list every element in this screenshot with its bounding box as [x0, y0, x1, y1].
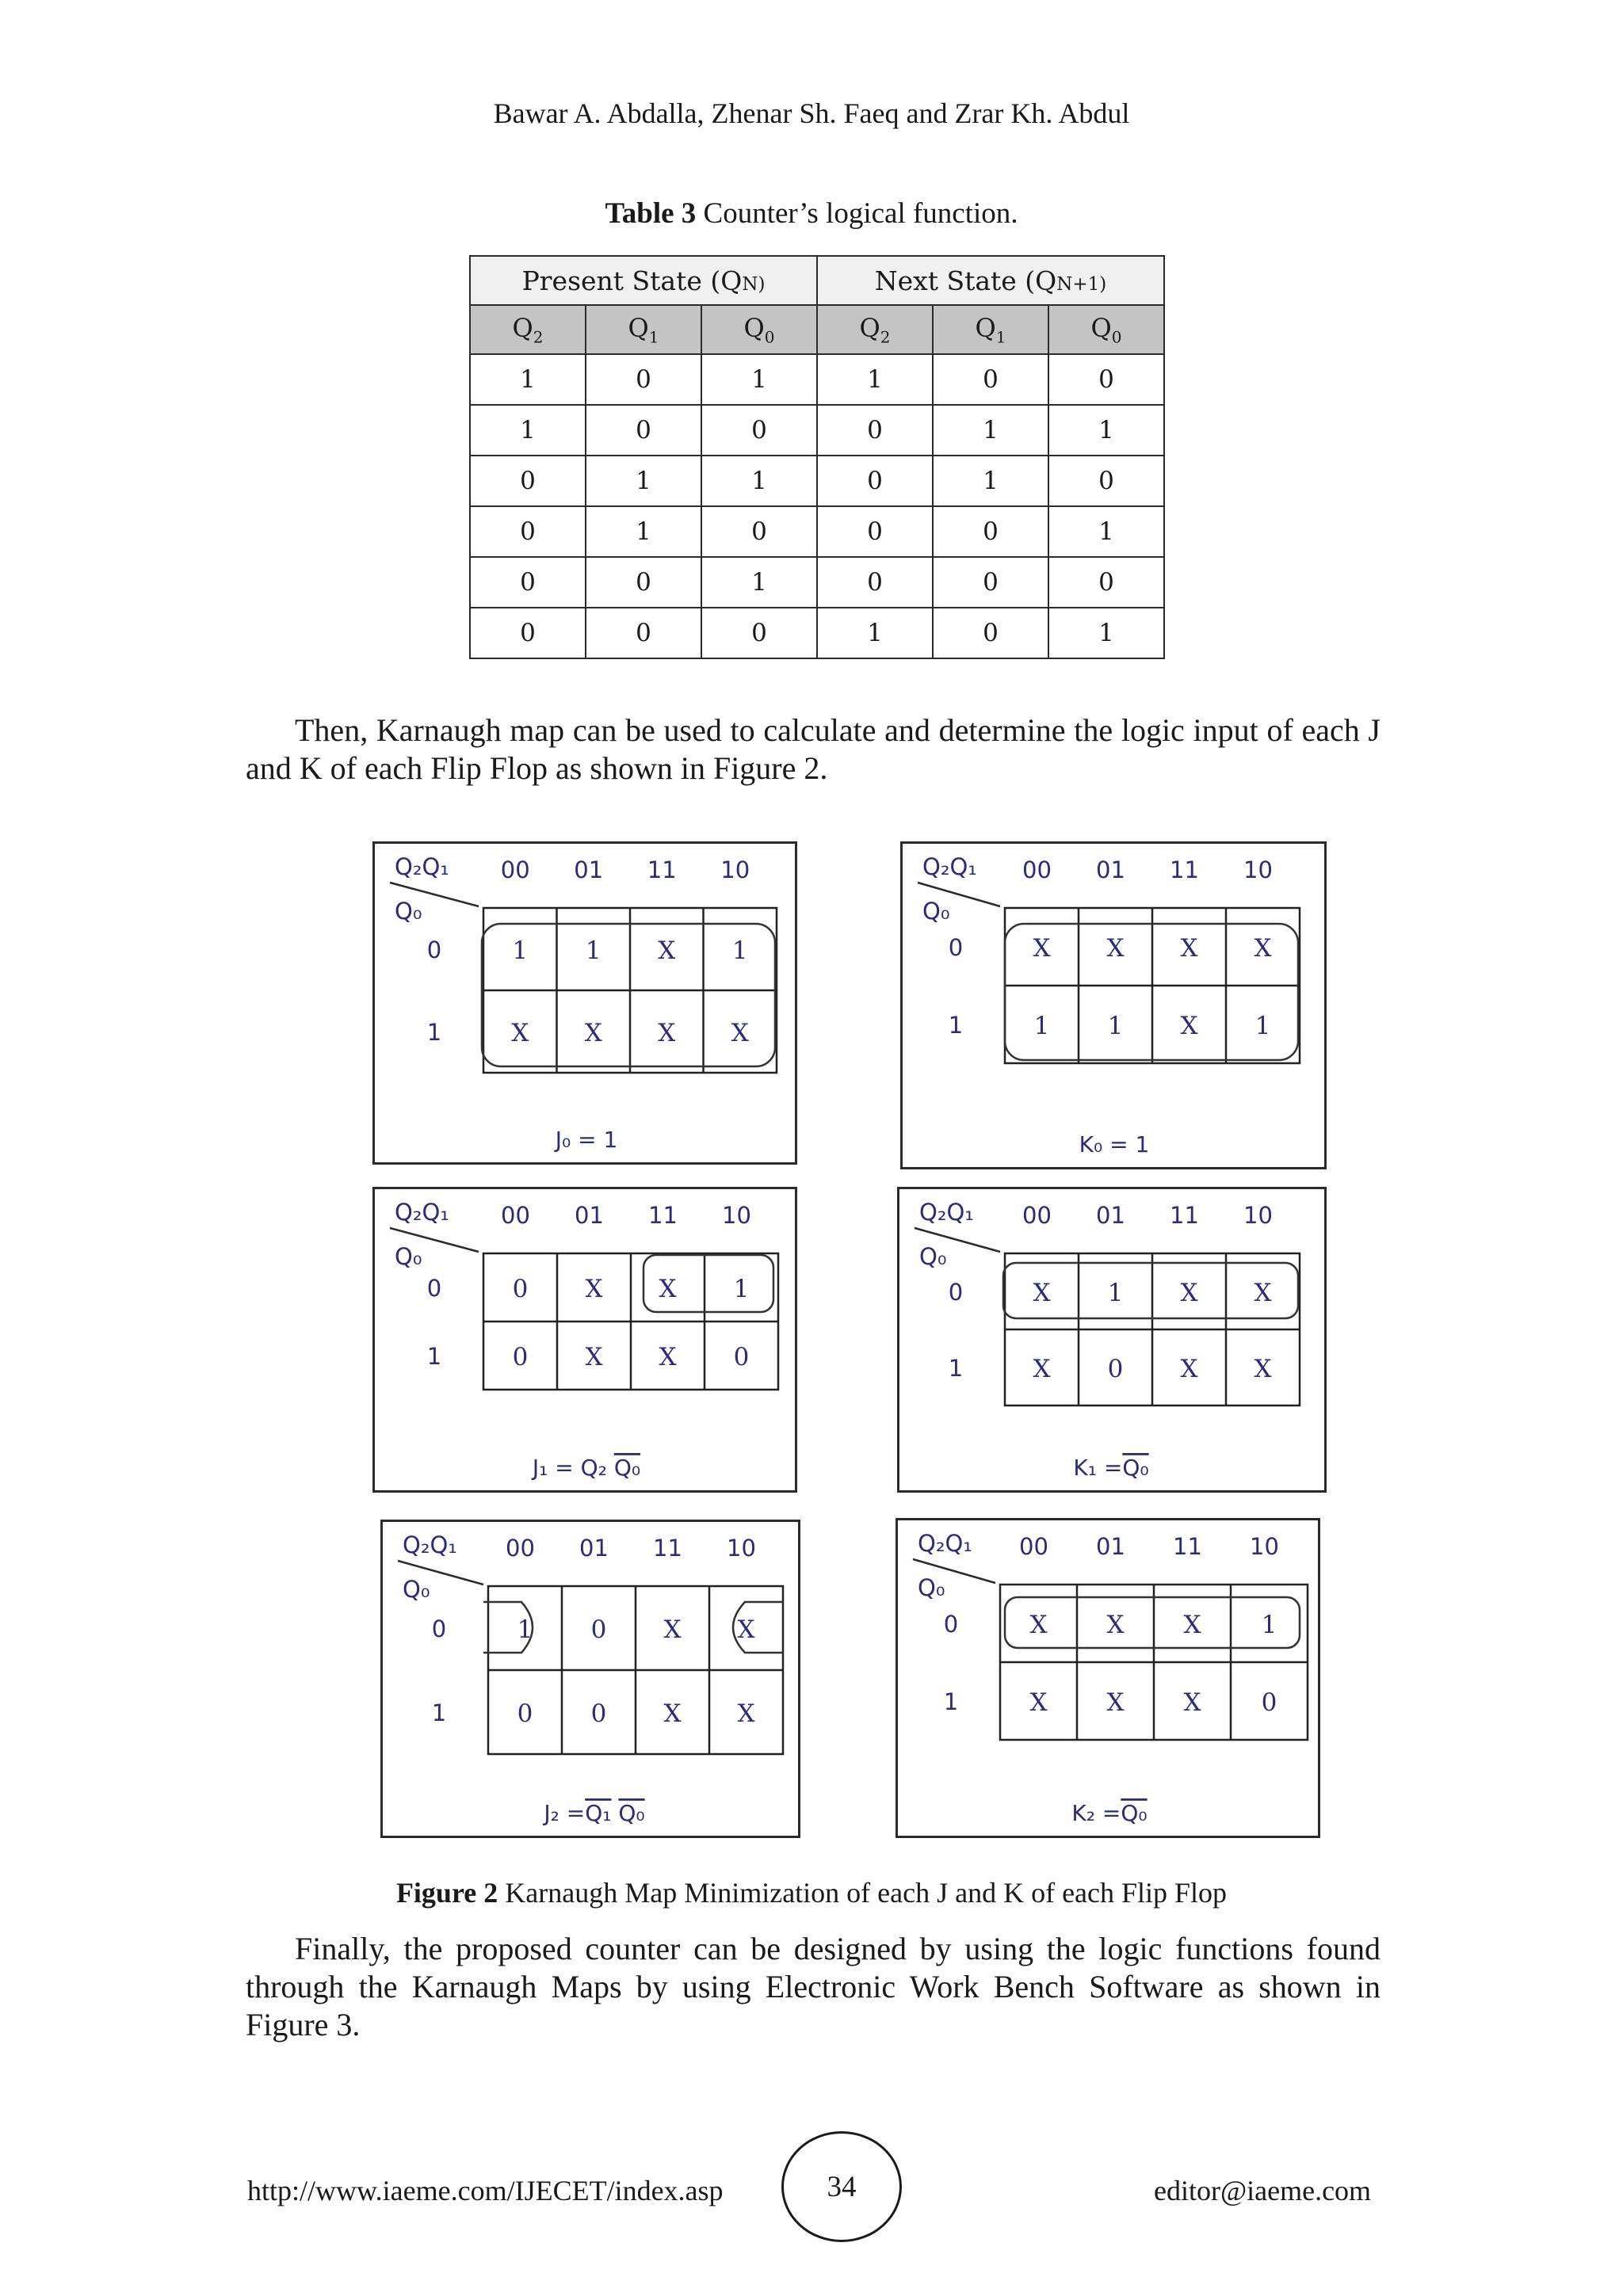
row-header: 0: [426, 936, 442, 963]
kmap-equation: [1071, 1800, 1147, 1826]
column-variable-label: Q₀: [918, 1574, 945, 1601]
running-header: Bawar A. Abdalla, Zhenar Sh. Faeq and Zrar Kh. Abdul: [493, 97, 1130, 129]
kmap-cell: X: [1033, 1279, 1051, 1307]
column-header: 11: [1170, 1202, 1199, 1229]
kmap-cell: 1: [517, 1615, 533, 1644]
state-table-body: [470, 354, 1164, 658]
table-row: [470, 557, 1164, 608]
bit-header-5: $Q_0$: [1048, 305, 1164, 354]
kmap-cell: 1: [1107, 1279, 1124, 1307]
table-cell: 0: [586, 557, 701, 608]
kmap-equation: [542, 1800, 644, 1826]
table-cell: 1: [586, 456, 701, 506]
column-header: 10: [1243, 856, 1273, 883]
table-cell: 1: [701, 456, 817, 506]
overlined-term: Q₀: [1121, 1800, 1148, 1826]
column-header: 01: [575, 1202, 604, 1229]
kmap-cell: X: [585, 1343, 603, 1371]
column-variable-label: Q₀: [922, 898, 950, 925]
kmap-equation: [554, 1127, 618, 1153]
row-header: 0: [943, 1611, 959, 1638]
kmap-cell: X: [1180, 934, 1198, 963]
table-cell: 0: [817, 456, 933, 506]
kmap-cell: 0: [1107, 1355, 1124, 1383]
overlined-term: Q₀: [1122, 1455, 1149, 1481]
kmap-group-loop: [1005, 1597, 1300, 1648]
table-cell: 0: [470, 506, 586, 557]
kmap-cell: X: [1183, 1688, 1201, 1717]
table-cell: 1: [586, 506, 701, 557]
table-cell: 1: [701, 354, 817, 405]
equation-term: [611, 1800, 618, 1826]
column-header: 00: [501, 1202, 530, 1229]
table-cell: 0: [470, 456, 586, 506]
karnaugh-map-5: [380, 1520, 800, 1838]
row-header: 1: [943, 1688, 959, 1715]
kmap-cell: 1: [1107, 1012, 1124, 1040]
kmap-cell: X: [1033, 1355, 1051, 1383]
equation-term: K₀ = 1: [1079, 1131, 1150, 1158]
kmap-equation: [1079, 1131, 1150, 1158]
figure-caption-text: Karnaugh Map Minimization of each J and K of each Flip Flop: [498, 1877, 1228, 1909]
state-table: [469, 255, 1165, 659]
table-cell: 0: [1048, 557, 1164, 608]
column-header: 11: [1170, 856, 1199, 883]
kmap-cell: 1: [733, 1275, 750, 1303]
kmap-cell: 1: [585, 936, 601, 965]
kmap-cell: X: [737, 1615, 755, 1644]
kmap-cell: 0: [733, 1343, 750, 1371]
column-header: 10: [720, 856, 750, 883]
kmap-equation: [1073, 1455, 1148, 1481]
page-number: 34: [781, 2131, 902, 2242]
karnaugh-map-svg: [903, 844, 1324, 1167]
table-cell: 0: [933, 608, 1048, 658]
column-header: 01: [574, 856, 604, 883]
row-variable-label: Q₂Q₁: [395, 853, 449, 880]
row-header: 1: [426, 1343, 442, 1370]
kmap-cell: X: [1033, 934, 1051, 963]
paragraph-karnaugh-intro: Then, Karnaugh map can be used to calculate and determine the logic input of each J and K of each Flip Flop as shown in Figure 2.: [246, 712, 1381, 786]
row-header: 1: [426, 1019, 442, 1046]
bit-header-row: [470, 305, 1164, 354]
table-cell: 0: [933, 354, 1048, 405]
karnaugh-map-svg: [898, 1520, 1318, 1836]
kmap-cell: 0: [512, 1343, 529, 1371]
kmap-cell: X: [663, 1699, 682, 1728]
overlined-term: Q₀: [618, 1800, 645, 1826]
kmap-cell: 0: [512, 1275, 529, 1303]
kmap-cell: 0: [590, 1699, 607, 1728]
karnaugh-map-svg: [375, 844, 795, 1162]
table-cell: 0: [470, 557, 586, 608]
row-variable-label: Q₂Q₁: [395, 1199, 449, 1226]
kmap-cell: 1: [731, 936, 748, 965]
column-header: 11: [653, 1535, 682, 1562]
kmap-cell: X: [737, 1699, 755, 1728]
bit-header-1: $Q_1$: [586, 305, 701, 354]
kmap-cell: X: [1180, 1012, 1198, 1040]
kmap-cell: X: [1180, 1279, 1198, 1307]
kmap-cell: 0: [590, 1615, 607, 1644]
kmap-cell: X: [659, 1343, 677, 1371]
present-state-header: Present State (QN): [470, 256, 817, 305]
row-variable-label: Q₂Q₁: [922, 853, 977, 880]
karnaugh-map-1: [372, 841, 797, 1165]
bit-header-3: $Q_2$: [817, 305, 933, 354]
table-cell: 0: [701, 506, 817, 557]
equation-term: K₂ =: [1071, 1800, 1121, 1826]
overlined-term: Q₁: [585, 1800, 612, 1826]
kmap-cell: X: [1183, 1611, 1201, 1639]
footer-url[interactable]: http://www.iaeme.com/IJECET/index.asp: [247, 2175, 724, 2206]
equation-term: J₁ = Q₂: [532, 1455, 614, 1481]
figure-caption: [0, 1876, 1623, 1909]
table-cell: 0: [933, 557, 1048, 608]
equation-term: J₂ =: [544, 1800, 586, 1826]
table-cell: 0: [701, 405, 817, 456]
table-caption-label: Table 3: [605, 197, 697, 230]
column-header: 11: [1173, 1533, 1202, 1560]
bit-header-0: $Q_2$: [470, 305, 586, 354]
kmap-cell: X: [663, 1615, 682, 1644]
column-header: 01: [1096, 1202, 1125, 1229]
equation-term: K₁ =: [1073, 1455, 1123, 1481]
table-cell: 1: [817, 354, 933, 405]
kmap-cell: X: [659, 1275, 677, 1303]
column-header: 00: [1022, 1202, 1052, 1229]
column-header: 10: [1250, 1533, 1279, 1560]
row-header: 0: [948, 1279, 964, 1306]
kmap-cell: X: [585, 1275, 603, 1303]
kmap-cell: X: [1106, 1688, 1125, 1717]
karnaugh-map-6: [896, 1518, 1320, 1838]
row-variable-label: Q₂Q₁: [919, 1199, 974, 1226]
column-header: 10: [1243, 1202, 1273, 1229]
kmap-cell: 1: [1261, 1611, 1277, 1639]
table-row: [470, 506, 1164, 557]
table-cell: 1: [470, 354, 586, 405]
kmap-cell: X: [1029, 1611, 1048, 1639]
table-row: [470, 608, 1164, 658]
column-header: 01: [579, 1535, 609, 1562]
bit-header-2: $Q_0$: [701, 305, 817, 354]
kmap-cell: X: [1254, 1355, 1272, 1383]
row-header: 1: [948, 1355, 964, 1382]
kmap-cell: X: [1029, 1688, 1048, 1717]
row-header: 1: [431, 1699, 447, 1726]
karnaugh-map-2: [900, 841, 1327, 1169]
table-cell: 1: [1048, 506, 1164, 557]
overlined-term: Q₀: [613, 1455, 641, 1481]
column-header: 00: [1022, 856, 1052, 883]
paragraph-conclusion: Finally, the proposed counter can be designed by using the logic functions found through the Karnaugh Maps by using Electronic Work Bench Software as shown in Figure 3.: [246, 1931, 1381, 2042]
table-cell: 0: [701, 608, 817, 658]
table-cell: 0: [1048, 456, 1164, 506]
column-variable-label: Q₀: [395, 898, 422, 925]
kmap-cell: 1: [1033, 1012, 1050, 1040]
table-cell: 1: [1048, 405, 1164, 456]
column-header: 01: [1096, 1533, 1125, 1560]
kmap-cell: X: [1254, 1279, 1272, 1307]
column-header: 11: [648, 1202, 678, 1229]
table-cell: 0: [817, 405, 933, 456]
column-header: 00: [500, 856, 530, 883]
kmap-cell: X: [1180, 1355, 1198, 1383]
table-cell: 0: [933, 506, 1048, 557]
next-state-header: Next State (QN+1): [817, 256, 1164, 305]
column-variable-label: Q₀: [403, 1576, 430, 1603]
table-cell: 0: [586, 405, 701, 456]
row-header: 0: [426, 1275, 442, 1302]
table-row: [470, 405, 1164, 456]
column-variable-label: Q₀: [919, 1243, 947, 1270]
table-cell: 1: [701, 557, 817, 608]
table-caption: [0, 196, 1623, 231]
column-header: 10: [722, 1202, 751, 1229]
column-header: 10: [727, 1535, 756, 1562]
kmap-cell: 1: [512, 936, 529, 965]
table-row: [470, 456, 1164, 506]
equation-term: J₀ = 1: [555, 1127, 618, 1153]
bit-header-4: $Q_1$: [933, 305, 1048, 354]
kmap-cell: X: [1106, 1611, 1125, 1639]
footer-email[interactable]: editor@iaeme.com: [1154, 2175, 1372, 2206]
column-header: 00: [506, 1535, 535, 1562]
table-cell: 1: [470, 405, 586, 456]
kmap-cell: X: [1106, 934, 1125, 963]
kmap-cell: 0: [1261, 1688, 1277, 1717]
column-variable-label: Q₀: [395, 1243, 422, 1270]
table-row: [470, 354, 1164, 405]
table-caption-text: Counter’s logical function.: [696, 197, 1018, 230]
column-header: 11: [647, 856, 677, 883]
table-cell: 0: [586, 608, 701, 658]
row-variable-label: Q₂Q₁: [403, 1531, 457, 1558]
figure-caption-label: Figure 2: [395, 1877, 498, 1909]
table-cell: 0: [1048, 354, 1164, 405]
table-cell: 1: [817, 608, 933, 658]
kmap-cell: X: [658, 936, 676, 965]
table-cell: 0: [817, 557, 933, 608]
column-header: 00: [1019, 1533, 1048, 1560]
row-header: 1: [948, 1012, 964, 1039]
karnaugh-map-3: [372, 1187, 797, 1493]
kmap-cell: 0: [517, 1699, 533, 1728]
karnaugh-map-svg: [375, 1189, 795, 1490]
row-header: 0: [431, 1615, 447, 1642]
row-header: 0: [948, 934, 964, 961]
kmap-cell: X: [584, 1019, 602, 1047]
table-cell: 0: [586, 354, 701, 405]
karnaugh-map-svg: [383, 1522, 798, 1836]
kmap-cell: X: [1254, 934, 1272, 963]
table-cell: 0: [817, 506, 933, 557]
row-variable-label: Q₂Q₁: [918, 1530, 972, 1557]
kmap-cell: X: [511, 1019, 529, 1047]
kmap-equation: [531, 1455, 640, 1481]
kmap-cell: X: [658, 1019, 676, 1047]
karnaugh-map-4: [897, 1187, 1327, 1493]
table-cell: 0: [470, 608, 586, 658]
table-cell: 1: [933, 405, 1048, 456]
table-cell: 1: [1048, 608, 1164, 658]
kmap-cell: X: [731, 1019, 749, 1047]
table-cell: 1: [933, 456, 1048, 506]
column-header: 01: [1096, 856, 1125, 883]
karnaugh-map-svg: [899, 1189, 1324, 1490]
kmap-cell: 1: [1254, 1012, 1271, 1040]
